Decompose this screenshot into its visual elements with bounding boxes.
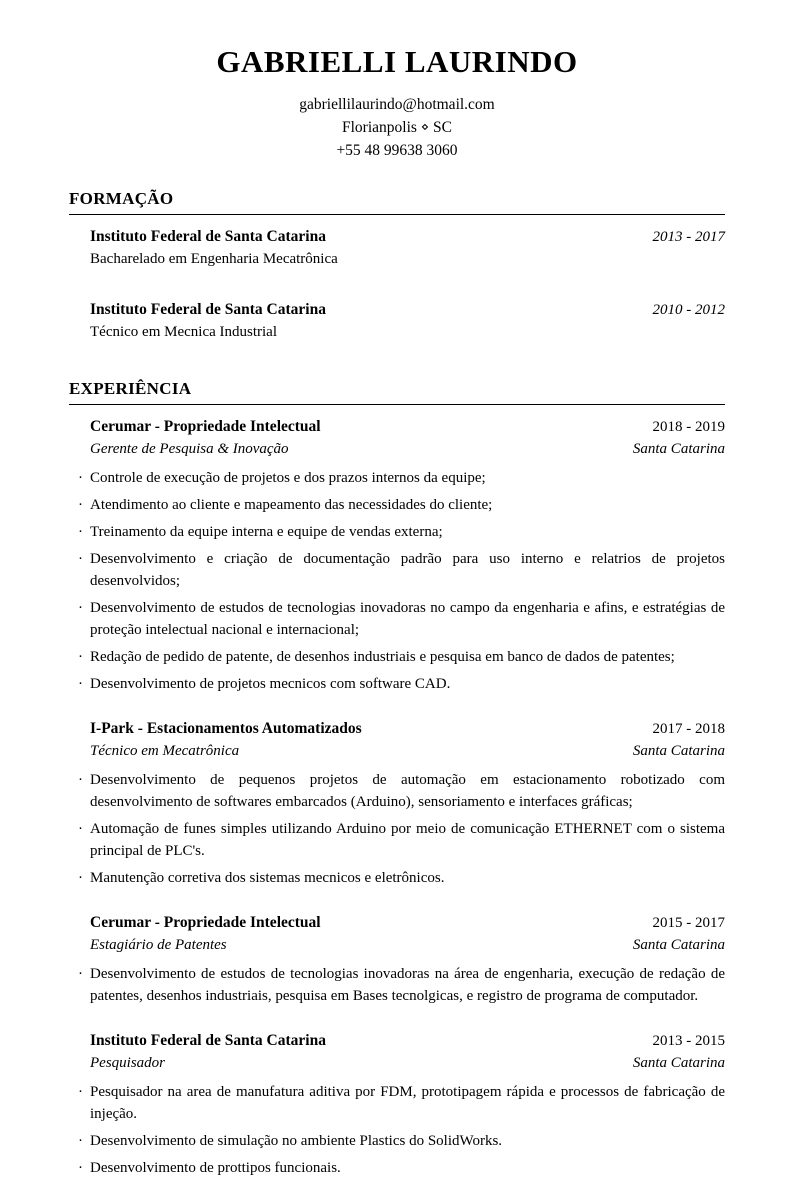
contact-block <box>69 93 725 162</box>
job-bullets <box>78 963 725 1007</box>
bullet-dot-icon: · <box>78 966 83 982</box>
experience-entry-header <box>90 718 725 740</box>
bullet-text: Redação de pedido de patente, de desenhos industriais e pesquisa em banco de dados de patentes; <box>90 649 675 665</box>
bullet-text: Desenvolvimento de estudos de tecnologias inovadoras no campo da engenharia e afins, e estratégias de proteção intelectual nacional e internacional; <box>90 600 725 638</box>
contact-phone: +55 48 99638 3060 <box>336 142 458 159</box>
contact-state: SC <box>433 119 453 136</box>
company-name: Cerumar - Propriedade Intelectual <box>90 418 321 435</box>
bullet-item <box>78 673 725 695</box>
degree-name: Bacharelado em Engenharia Mecatrônica <box>90 251 338 267</box>
bullet-text: Treinamento da equipe interna e equipe de vendas externa; <box>90 524 443 540</box>
bullet-dot-icon: · <box>78 1160 83 1176</box>
job-dates: 2018 - 2019 <box>652 419 725 435</box>
bullet-text: Controle de execução de projetos e dos prazos internos da equipe; <box>90 470 486 486</box>
bullet-dot-icon: · <box>78 772 83 788</box>
bullet-text: Desenvolvimento de prottipos funcionais. <box>90 1160 341 1176</box>
bullet-item <box>78 1130 725 1152</box>
contact-city: Florianpolis <box>341 119 417 136</box>
bullet-dot-icon: · <box>78 821 83 837</box>
job-dates: 2013 - 2015 <box>652 1033 725 1049</box>
bullet-dot-icon: · <box>78 497 83 513</box>
experience-entry <box>78 416 725 695</box>
education-entry-header <box>90 299 725 321</box>
experience-entry <box>78 1030 725 1179</box>
bullet-text: Automação de funes simples utilizando Arduino por meio de comunicação ETHERNET com o sistema principal de PLC's. <box>90 821 725 859</box>
diamond-icon: ⋄ <box>420 119 430 134</box>
bullet-dot-icon: · <box>78 870 83 886</box>
bullet-item <box>78 769 725 813</box>
bullet-text: Desenvolvimento de pequenos projetos de automação em estacionamento robotizado com desenvolvimento de softwares embarcados (Arduino), sensoriamento e interfaces gráficas; <box>90 772 725 810</box>
bullet-dot-icon: · <box>78 470 83 486</box>
bullet-text: Desenvolvimento de simulação no ambiente Plastics do SolidWorks. <box>90 1133 503 1149</box>
bullet-dot-icon: · <box>78 1084 83 1100</box>
resume-header <box>69 44 725 162</box>
section-education <box>69 189 725 343</box>
degree-name: Técnico em Mecnica Industrial <box>90 324 278 340</box>
bullet-item <box>78 1081 725 1125</box>
person-name: GABRIELLI LAURINDO <box>216 44 578 79</box>
bullet-item <box>78 597 725 641</box>
experience-entry-subheader <box>90 1052 725 1074</box>
section-experience <box>69 379 725 1179</box>
contact-email: gabriellilaurindo@hotmail.com <box>299 96 495 113</box>
company-name: Instituto Federal de Santa Catarina <box>90 1032 326 1049</box>
bullet-text: Manutenção corretiva dos sistemas mecnicos e eletrônicos. <box>90 870 445 886</box>
job-location: Santa Catarina <box>632 743 725 759</box>
education-entry <box>90 226 725 270</box>
job-role: Estagiário de Patentes <box>90 937 227 953</box>
section-title-education: FORMAÇÃO <box>69 189 725 215</box>
education-dates: 2013 - 2017 <box>652 229 725 245</box>
contact-location <box>69 116 725 139</box>
bullet-item <box>78 548 725 592</box>
bullet-text: Desenvolvimento e criação de documentação padrão para uso interno e relatrios de projetos desenvolvidos; <box>90 551 725 589</box>
experience-entry-subheader <box>90 740 725 762</box>
bullet-item <box>78 521 725 543</box>
bullet-item <box>78 1157 725 1179</box>
bullet-text: Desenvolvimento de estudos de tecnologias inovadoras na área de engenharia, execução de redação de patentes, desenhos industriais, pesquisa em Bases tecnolgicas, e registro de programa de computador. <box>90 966 725 1004</box>
bullet-dot-icon: · <box>78 676 83 692</box>
experience-entry <box>78 912 725 1007</box>
bullet-text: Pesquisador na area de manufatura aditiva por FDM, prototipagem rápida e processos de fabricação de injeção. <box>90 1084 725 1122</box>
institution-name: Instituto Federal de Santa Catarina <box>90 228 326 245</box>
bullet-dot-icon: · <box>78 649 83 665</box>
experience-entry-header <box>90 416 725 438</box>
education-entry <box>90 299 725 343</box>
job-role: Gerente de Pesquisa & Inovação <box>90 441 289 457</box>
bullet-item <box>78 646 725 668</box>
bullet-dot-icon: · <box>78 600 83 616</box>
institution-name: Instituto Federal de Santa Catarina <box>90 301 326 318</box>
job-dates: 2015 - 2017 <box>652 915 725 931</box>
bullet-item <box>78 494 725 516</box>
bullet-dot-icon: · <box>78 524 83 540</box>
job-bullets <box>78 1081 725 1179</box>
bullet-dot-icon: · <box>78 551 83 567</box>
job-bullets <box>78 769 725 889</box>
bullet-item <box>78 963 725 1007</box>
job-role: Técnico em Mecatrônica <box>90 743 240 759</box>
experience-entry-subheader <box>90 934 725 956</box>
bullet-item <box>78 467 725 489</box>
experience-entry <box>78 718 725 889</box>
bullet-text: Atendimento ao cliente e mapeamento das necessidades do cliente; <box>90 497 493 513</box>
job-bullets <box>78 467 725 695</box>
job-location: Santa Catarina <box>632 441 725 457</box>
bullet-dot-icon: · <box>78 1133 83 1149</box>
company-name: Cerumar - Propriedade Intelectual <box>90 914 321 931</box>
job-location: Santa Catarina <box>632 937 725 953</box>
company-name: I-Park - Estacionamentos Automatizados <box>90 720 362 737</box>
bullet-item <box>78 818 725 862</box>
education-entry-header <box>90 226 725 248</box>
section-title-experience: EXPERIÊNCIA <box>69 379 725 405</box>
bullet-item <box>78 867 725 889</box>
bullet-text: Desenvolvimento de projetos mecnicos com software CAD. <box>90 676 451 692</box>
experience-entries <box>69 405 725 1179</box>
education-entries <box>69 215 725 343</box>
experience-entry-header <box>90 912 725 934</box>
job-dates: 2017 - 2018 <box>652 721 725 737</box>
experience-entry-header <box>90 1030 725 1052</box>
experience-entry-subheader <box>90 438 725 460</box>
job-role: Pesquisador <box>90 1055 165 1071</box>
education-dates: 2010 - 2012 <box>652 302 725 318</box>
job-location: Santa Catarina <box>632 1055 725 1071</box>
